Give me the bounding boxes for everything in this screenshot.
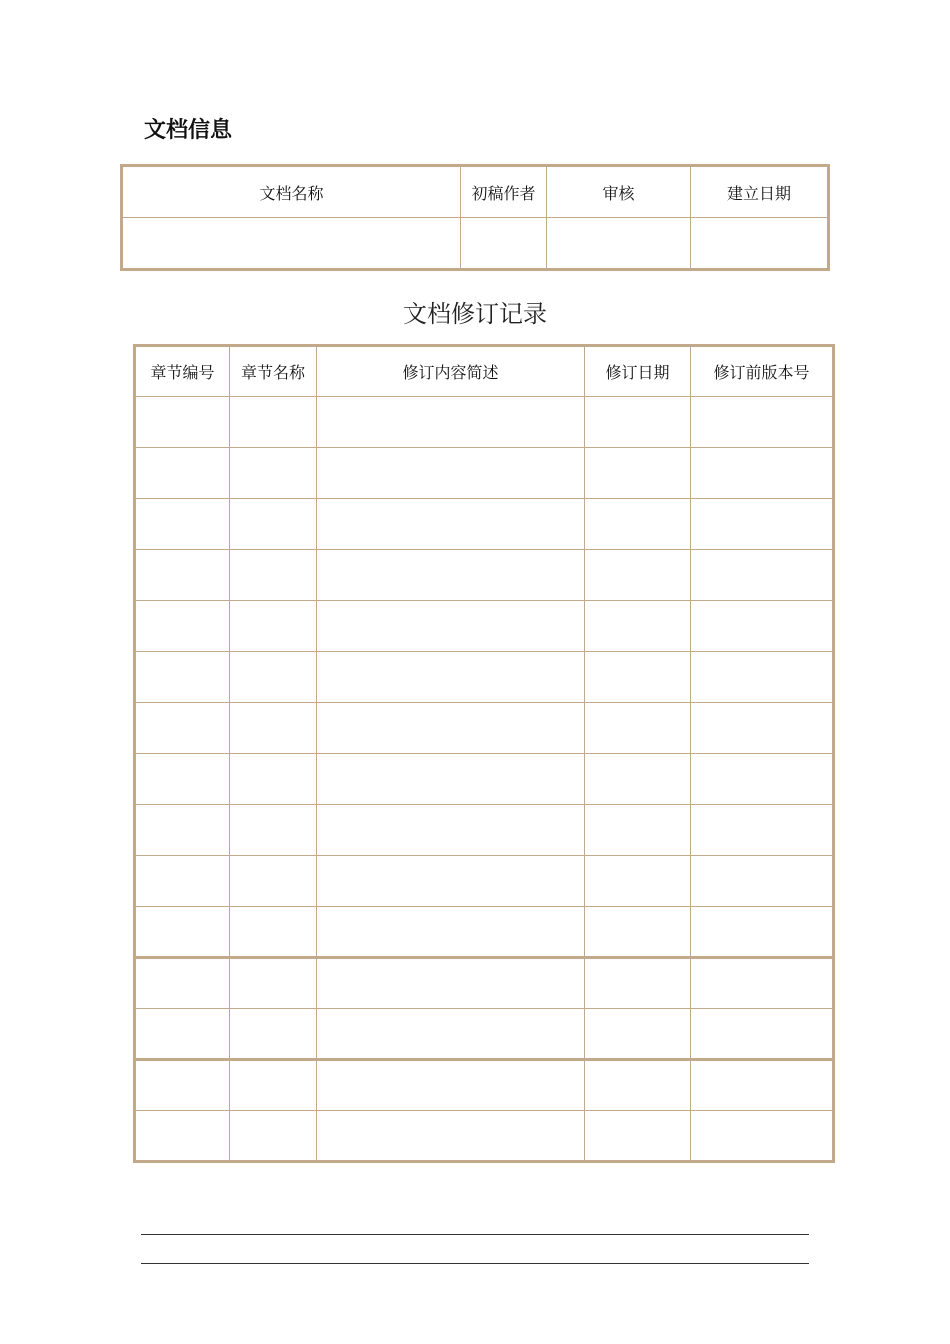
doc-info-table xyxy=(120,164,830,271)
revision-date-cell[interactable] xyxy=(585,856,691,907)
chapter-name-cell[interactable] xyxy=(230,907,317,958)
revision-table xyxy=(133,344,835,1163)
created-date-header: 建立日期 xyxy=(691,166,829,218)
chapter-number-cell[interactable] xyxy=(135,805,230,856)
chapter-number-cell[interactable] xyxy=(135,601,230,652)
chapter-number-cell[interactable] xyxy=(135,856,230,907)
chapter-name-cell[interactable] xyxy=(230,448,317,499)
chapter-name-cell[interactable] xyxy=(230,703,317,754)
author-cell[interactable] xyxy=(461,218,547,270)
doc-name-cell[interactable] xyxy=(122,218,461,270)
table-row xyxy=(135,754,834,805)
revision-date-header: 修订日期 xyxy=(585,346,691,397)
chapter-name-header: 章节名称 xyxy=(230,346,317,397)
chapter-number-cell[interactable] xyxy=(135,397,230,448)
revision-summary-cell[interactable] xyxy=(317,958,585,1009)
chapter-name-cell[interactable] xyxy=(230,958,317,1009)
reviewer-cell[interactable] xyxy=(547,218,691,270)
created-date-cell[interactable] xyxy=(691,218,829,270)
revision-summary-cell[interactable] xyxy=(317,652,585,703)
chapter-name-cell[interactable] xyxy=(230,601,317,652)
footer-rule-bottom xyxy=(141,1263,809,1264)
doc-info-value-row xyxy=(122,218,829,270)
previous-version-cell[interactable] xyxy=(691,1009,834,1060)
chapter-name-cell[interactable] xyxy=(230,652,317,703)
previous-version-cell[interactable] xyxy=(691,601,834,652)
chapter-number-cell[interactable] xyxy=(135,703,230,754)
table-row xyxy=(135,1111,834,1162)
doc-info-header-row xyxy=(122,166,829,218)
chapter-number-cell[interactable] xyxy=(135,907,230,958)
previous-version-cell[interactable] xyxy=(691,397,834,448)
chapter-number-cell[interactable] xyxy=(135,754,230,805)
table-row xyxy=(135,1060,834,1111)
reviewer-header: 审核 xyxy=(547,166,691,218)
revision-summary-cell[interactable] xyxy=(317,1060,585,1111)
revision-header-row xyxy=(135,346,834,397)
previous-version-cell[interactable] xyxy=(691,652,834,703)
chapter-number-cell[interactable] xyxy=(135,550,230,601)
revision-date-cell[interactable] xyxy=(585,1111,691,1162)
revision-date-cell[interactable] xyxy=(585,907,691,958)
table-row xyxy=(135,958,834,1009)
revision-summary-header: 修订内容简述 xyxy=(317,346,585,397)
revision-summary-cell[interactable] xyxy=(317,856,585,907)
revision-body xyxy=(135,397,834,1162)
revision-title: 文档修订记录 xyxy=(403,300,547,328)
table-row xyxy=(135,550,834,601)
chapter-name-cell[interactable] xyxy=(230,550,317,601)
previous-version-cell[interactable] xyxy=(691,754,834,805)
table-row xyxy=(135,499,834,550)
chapter-name-cell[interactable] xyxy=(230,856,317,907)
table-row xyxy=(135,601,834,652)
chapter-name-cell[interactable] xyxy=(230,754,317,805)
table-row xyxy=(135,805,834,856)
footer-rule-top xyxy=(141,1234,809,1235)
revision-date-cell[interactable] xyxy=(585,652,691,703)
table-row xyxy=(135,1009,834,1060)
chapter-number-header: 章节编号 xyxy=(135,346,230,397)
previous-version-cell[interactable] xyxy=(691,703,834,754)
revision-summary-cell[interactable] xyxy=(317,703,585,754)
revision-date-cell[interactable] xyxy=(585,550,691,601)
revision-summary-cell[interactable] xyxy=(317,499,585,550)
chapter-number-cell[interactable] xyxy=(135,1009,230,1060)
previous-version-cell[interactable] xyxy=(691,805,834,856)
previous-version-cell[interactable] xyxy=(691,1111,834,1162)
revision-summary-cell[interactable] xyxy=(317,448,585,499)
chapter-number-cell[interactable] xyxy=(135,958,230,1009)
chapter-name-cell[interactable] xyxy=(230,499,317,550)
table-row xyxy=(135,907,834,958)
revision-date-cell[interactable] xyxy=(585,754,691,805)
previous-version-cell[interactable] xyxy=(691,958,834,1009)
revision-summary-cell[interactable] xyxy=(317,397,585,448)
revision-date-cell[interactable] xyxy=(585,397,691,448)
table-row xyxy=(135,856,834,907)
previous-version-cell[interactable] xyxy=(691,907,834,958)
table-row xyxy=(135,703,834,754)
chapter-name-cell[interactable] xyxy=(230,1111,317,1162)
revision-summary-cell[interactable] xyxy=(317,550,585,601)
chapter-name-cell[interactable] xyxy=(230,1060,317,1111)
revision-summary-cell[interactable] xyxy=(317,805,585,856)
revision-date-cell[interactable] xyxy=(585,958,691,1009)
doc-info-heading: 文档信息 xyxy=(144,118,233,143)
previous-version-cell[interactable] xyxy=(691,856,834,907)
previous-version-cell[interactable] xyxy=(691,550,834,601)
table-row xyxy=(135,652,834,703)
chapter-number-cell[interactable] xyxy=(135,652,230,703)
revision-date-cell[interactable] xyxy=(585,1060,691,1111)
revision-summary-cell[interactable] xyxy=(317,1111,585,1162)
previous-version-cell[interactable] xyxy=(691,1060,834,1111)
chapter-name-cell[interactable] xyxy=(230,397,317,448)
previous-version-cell[interactable] xyxy=(691,448,834,499)
previous-version-header: 修订前版本号 xyxy=(691,346,834,397)
chapter-number-cell[interactable] xyxy=(135,1060,230,1111)
doc-name-header: 文档名称 xyxy=(122,166,461,218)
revision-date-cell[interactable] xyxy=(585,703,691,754)
chapter-number-cell[interactable] xyxy=(135,499,230,550)
table-row xyxy=(135,397,834,448)
revision-summary-cell[interactable] xyxy=(317,1009,585,1060)
chapter-name-cell[interactable] xyxy=(230,1009,317,1060)
author-header: 初稿作者 xyxy=(461,166,547,218)
revision-date-cell[interactable] xyxy=(585,499,691,550)
revision-date-cell[interactable] xyxy=(585,1009,691,1060)
chapter-name-cell[interactable] xyxy=(230,805,317,856)
chapter-number-cell[interactable] xyxy=(135,1111,230,1162)
revision-summary-cell[interactable] xyxy=(317,754,585,805)
table-row xyxy=(135,448,834,499)
previous-version-cell[interactable] xyxy=(691,499,834,550)
revision-date-cell[interactable] xyxy=(585,601,691,652)
revision-summary-cell[interactable] xyxy=(317,601,585,652)
revision-date-cell[interactable] xyxy=(585,805,691,856)
chapter-number-cell[interactable] xyxy=(135,448,230,499)
revision-date-cell[interactable] xyxy=(585,448,691,499)
revision-summary-cell[interactable] xyxy=(317,907,585,958)
